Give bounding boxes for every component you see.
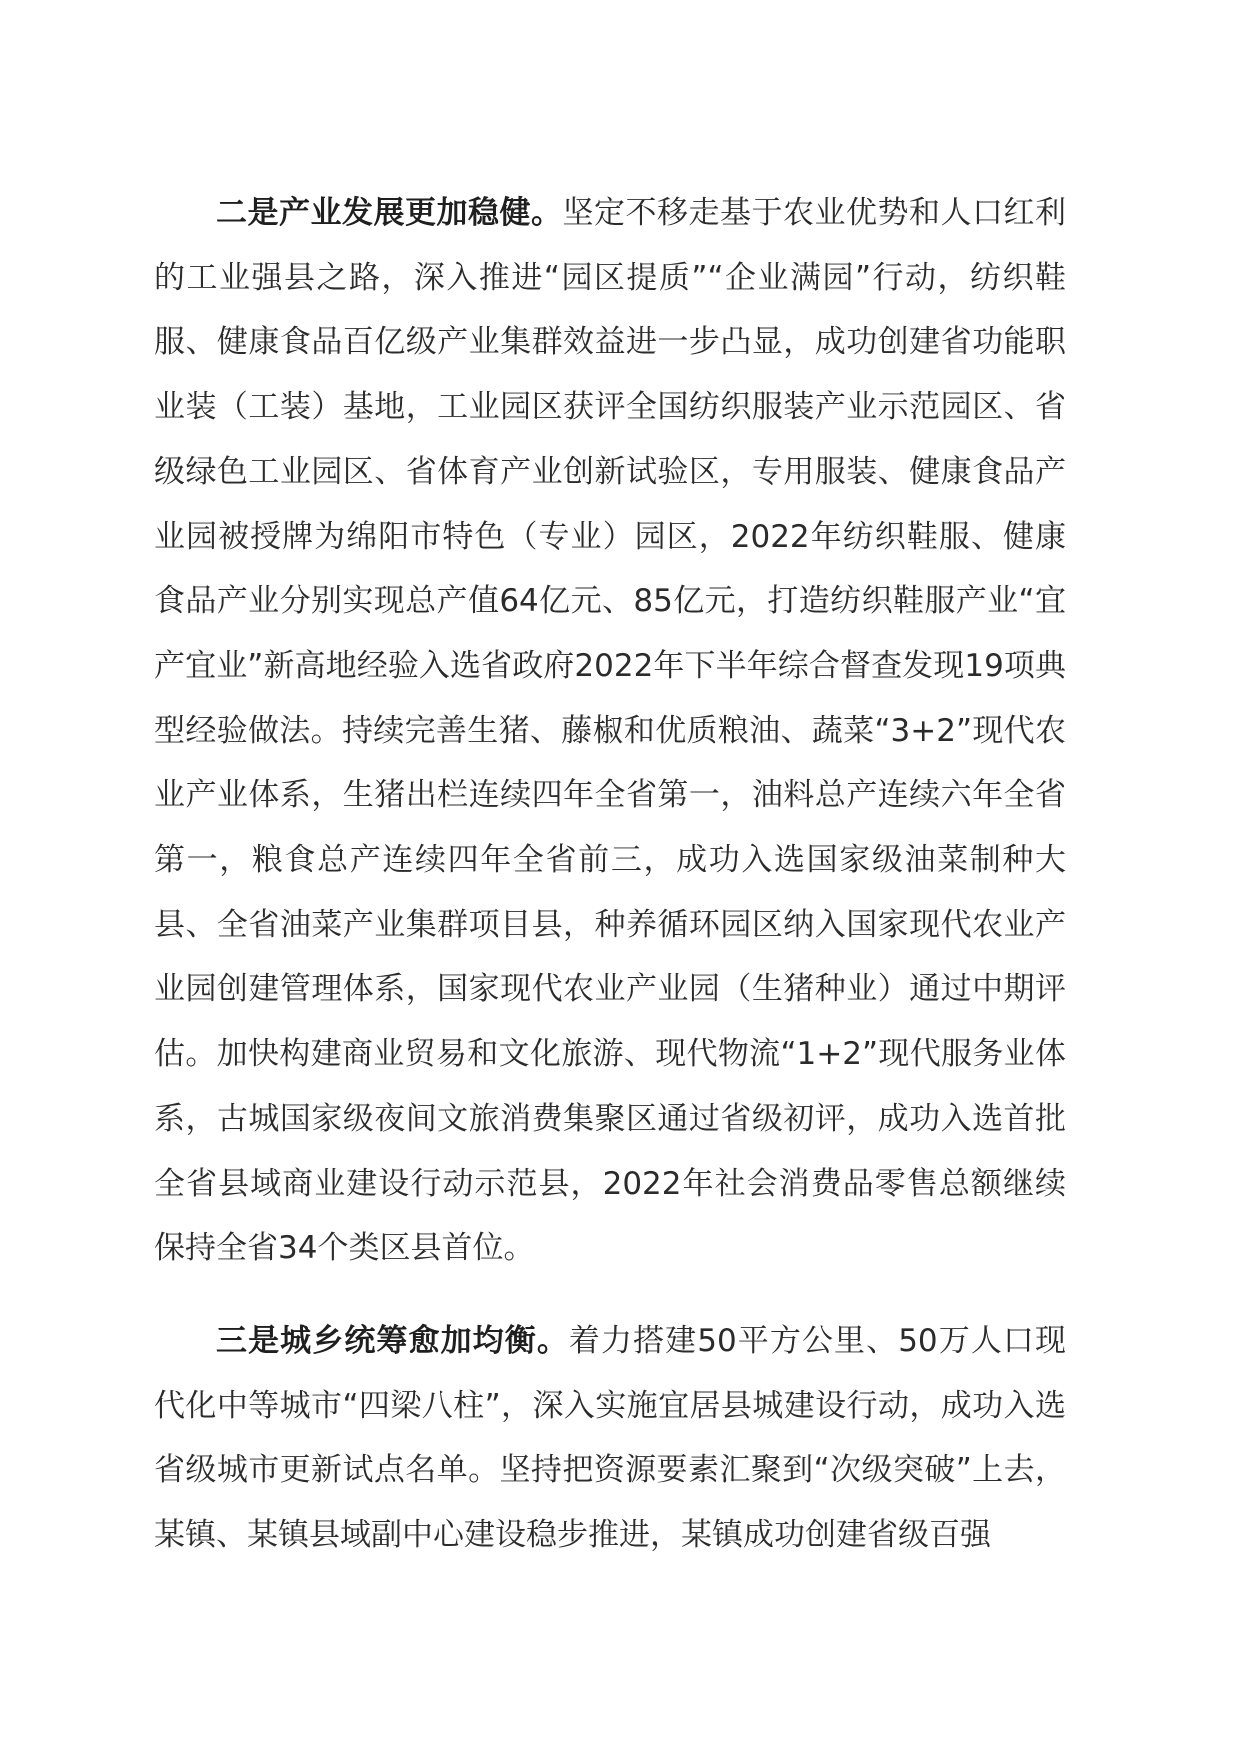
- paragraph-lead-heading: 二是产业发展更加稳健。: [216, 195, 563, 231]
- paragraph-body-text: 着力搭建50平方公里、50万人口现代化中等城市“四梁八柱”，深入实施宜居县城建设行动，成功入选省级城市更新试点名单。坚持把资源要素汇聚到“次级突破”上去，某镇、某镇县域副中心建设稳步推进，某镇成功创建省级百强: [154, 1323, 1066, 1554]
- paragraph-lead-heading: 三是城乡统筹愈加均衡。: [216, 1323, 569, 1359]
- paragraph-body-text: 坚定不移走基于农业优势和人口红利的工业强县之路，深入推进“园区提质”“企业满园”行动，纺织鞋服、健康食品百亿级产业集群效益进一步凸显，成功创建省功能职业装（工装）基地，工业园区获评全国纺织服装产业示范园区、省级绿色工业园区、省体育产业创新试验区，专用服装、健康食品产业园被授牌为绵阳市特色（专业）园区，2022年纺织鞋服、健康食品产业分别实现总产值64亿元、85亿元，打造纺织鞋服产业“宜产宜业”新高地经验入选省政府2022年下半年综合督查发现19项典型经验做法。持续完善生猪、藤椒和优质粮油、蔬菜“3+2”现代农业产业体系，生猪出栏连续四年全省第一，油料总产连续六年全省第一，粮食总产连续四年全省前三，成功入选国家级油菜制种大县、全省油菜产业集群项目县，种养循环园区纳入国家现代农业产业园创建管理体系，国家现代农业产业园（生猪种业）通过中期评估。加快构建商业贸易和文化旅游、现代物流“1+2”现代服务业体系，古城国家级夜间文旅消费集聚区通过省级初评，成功入选首批全省县域商业建设行动示范县，2022年社会消费品零售总额继续保持全省34个类区县首位。: [154, 195, 1066, 1267]
- paragraph-urban-rural-balance: [154, 1309, 1066, 1568]
- paragraph-industry-development: [154, 181, 1066, 1281]
